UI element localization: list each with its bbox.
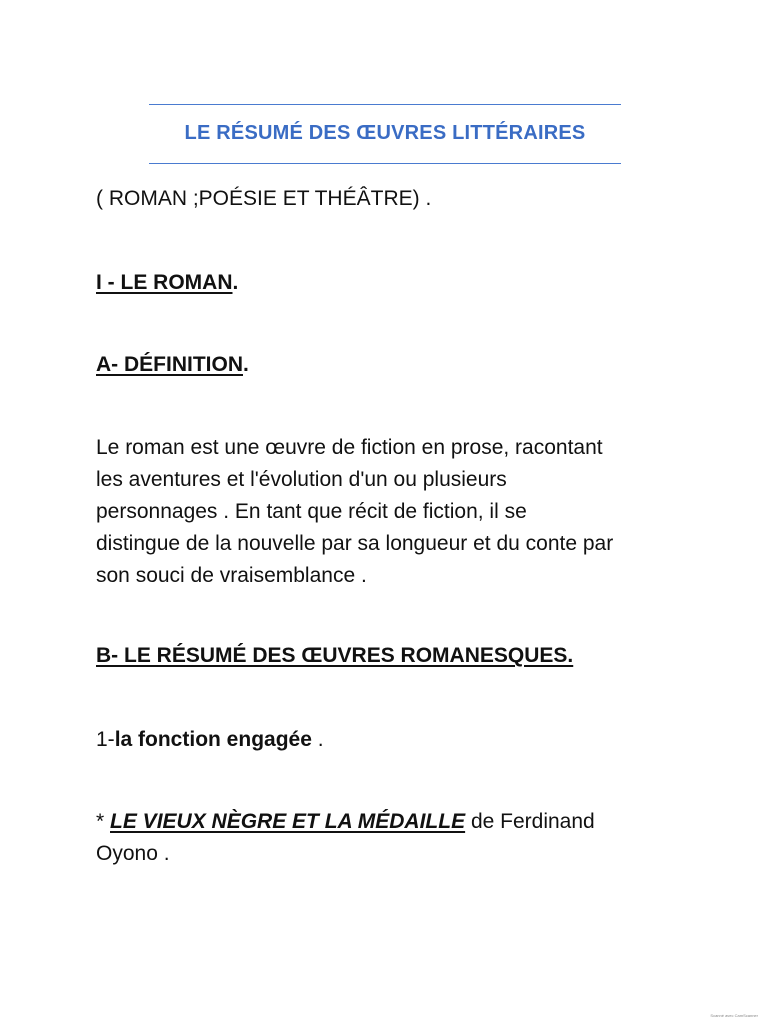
subsection-heading-resume <box>96 644 573 668</box>
subsection-heading-definition-text: A- DÉFINITION <box>96 353 243 376</box>
subsection-heading-definition-punct: . <box>243 353 249 376</box>
definition-paragraph <box>96 432 696 592</box>
subsection-heading-definition <box>96 353 249 377</box>
document-title: LE RÉSUMÉ DES ŒUVRES LITTÉRAIRES <box>184 122 586 144</box>
title-block <box>149 104 621 164</box>
paragraph-line: les aventures et l'évolution d'un ou plusieurs <box>96 468 507 491</box>
work-title: LE VIEUX NÈGRE ET LA MÉDAILLE <box>110 810 466 833</box>
section-heading-roman-text: I - LE ROMAN <box>96 271 233 294</box>
work-author-line: Oyono . <box>96 842 170 865</box>
section-heading-roman-punct: . <box>232 271 239 294</box>
fonction-item <box>96 728 324 752</box>
scan-watermark: Scanné avec CamScanner <box>710 1013 758 1018</box>
paragraph-line: personnages . En tant que récit de fiction, il se <box>96 500 527 523</box>
work-entry <box>96 810 595 834</box>
fonction-label: la fonction engagée <box>114 728 312 751</box>
paragraph-line: distingue de la nouvelle par sa longueur et du conte par <box>96 532 614 555</box>
work-author-prefix: de Ferdinand <box>465 810 595 833</box>
paragraph-line: son souci de vraisemblance . <box>96 564 367 587</box>
section-heading-roman <box>96 271 238 295</box>
document-subtitle: ( ROMAN ;POÉSIE ET THÉÂTRE) . <box>96 187 432 210</box>
fonction-number: 1- <box>96 728 115 751</box>
paragraph-line: Le roman est une œuvre de fiction en prose, racontant <box>96 436 603 459</box>
fonction-punct: . <box>311 728 324 751</box>
work-bullet: * <box>96 810 111 833</box>
subsection-heading-resume-text: B- LE RÉSUMÉ DES ŒUVRES ROMANESQUES. <box>96 644 574 667</box>
